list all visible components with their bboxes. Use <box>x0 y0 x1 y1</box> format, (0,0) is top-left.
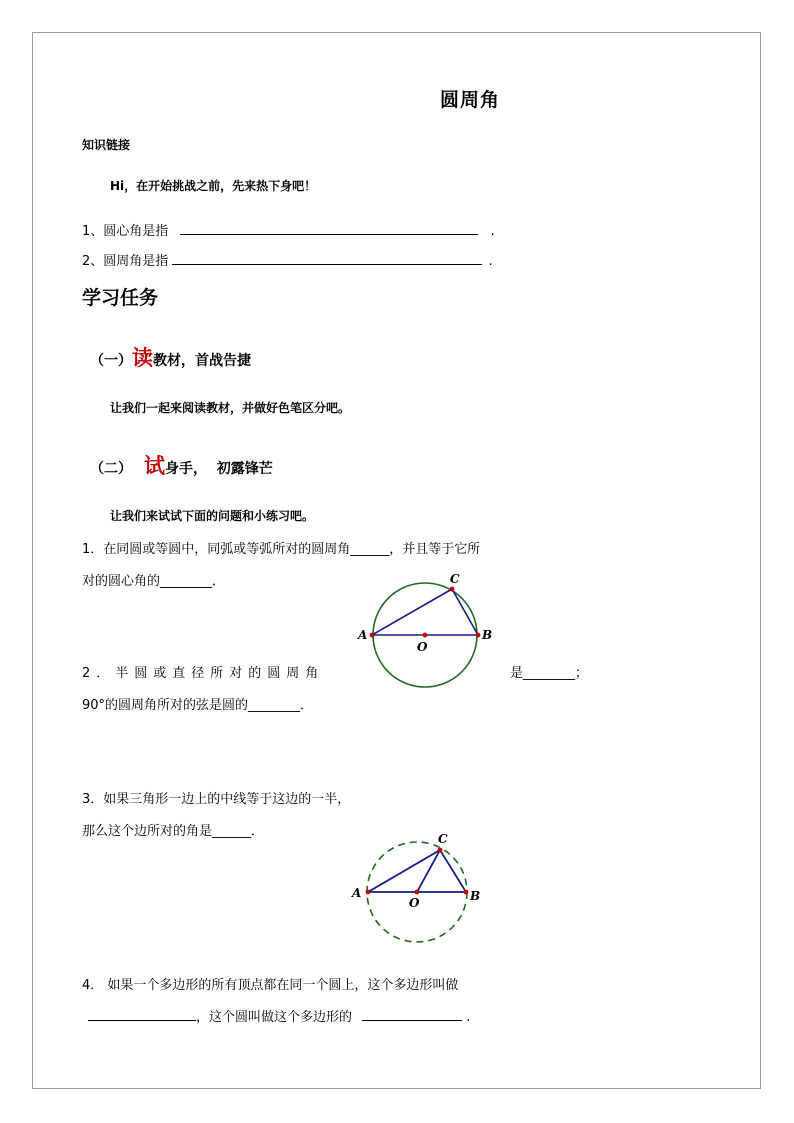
section-try-prefix: （二） <box>90 461 132 477</box>
figure-1-chord-cb <box>452 589 478 635</box>
figure-1-point-a <box>370 633 375 638</box>
page-title: 圆周角 <box>440 89 501 111</box>
exercise-4-line-2 <box>82 1006 470 1025</box>
section-read-heading <box>90 342 251 372</box>
section-read-prefix: （一） <box>90 353 132 369</box>
figure-1-point-b <box>476 633 481 638</box>
question-1 <box>82 220 495 239</box>
section-try-heading <box>90 450 273 480</box>
exercise-2-line-2: 90°的圆周角所对的弦是圆的________． <box>82 698 314 713</box>
figure-2-point-c <box>438 848 443 853</box>
exercise-4-blank-1[interactable] <box>88 1008 196 1021</box>
figure-1-point-o <box>423 633 428 638</box>
exercise-3-line-2: 那么这个边所对的角是______． <box>82 824 265 839</box>
exercise-1-line-1: 1．在同圆或等圆中，同弧或等弧所对的圆周角______，并且等于它所 <box>82 542 481 557</box>
section-try-big-char: 试 <box>144 454 165 478</box>
figure-2-point-b <box>464 890 469 895</box>
exercise-4-end: . <box>466 1010 471 1025</box>
section-read-rest: 教材，首战告捷 <box>153 353 251 369</box>
figure-1-label-b: B <box>482 628 493 642</box>
exercise-2-line-1-left: 2．半圆或直径所对的圆周角 <box>82 666 325 681</box>
figure-2-circle-diagram <box>350 830 500 950</box>
figure-2-label-o: O <box>409 896 420 910</box>
figure-1-chord-ac <box>372 589 452 635</box>
section-read-note: 让我们一起来阅读教材，并做好色笔区分吧。 <box>110 401 351 415</box>
knowledge-link-heading: 知识链接 <box>82 138 131 152</box>
question-1-text: 1、圆心角是指 <box>82 224 169 239</box>
question-1-blank[interactable] <box>180 222 478 235</box>
figure-1-label-a: A <box>358 628 368 642</box>
figure-2-label-a: A <box>352 886 362 900</box>
figure-1-label-o: O <box>417 640 428 654</box>
question-1-end: . <box>490 224 495 239</box>
exercise-1-line-2: 对的圆心角的________． <box>82 574 226 589</box>
question-2 <box>82 250 493 269</box>
question-2-blank[interactable] <box>172 252 482 265</box>
learning-tasks-heading: 学习任务 <box>82 287 159 309</box>
figure-1-circle-diagram <box>350 568 510 698</box>
figure-1-point-c <box>450 587 455 592</box>
figure-2-point-o <box>415 890 420 895</box>
figure-1-label-c: C <box>450 572 460 586</box>
figure-2-point-a <box>366 890 371 895</box>
section-try-note: 让我们来试试下面的问题和小练习吧。 <box>110 509 315 523</box>
exercise-3-line-1: 3．如果三角形一边上的中线等于这边的一半， <box>82 792 351 807</box>
section-try-rest: 身手， 初露锋芒 <box>165 461 273 477</box>
question-2-text: 2、圆周角是指 <box>82 254 169 269</box>
exercise-4-blank-2[interactable] <box>362 1008 462 1021</box>
exercise-4-mid: ，这个圆叫做这个多边形的 <box>196 1010 353 1025</box>
question-2-end: . <box>488 254 493 269</box>
warmup-intro: Hi，在开始挑战之前，先来热下身吧！ <box>110 179 317 193</box>
figure-2-label-b: B <box>470 889 481 903</box>
section-read-big-char: 读 <box>132 346 153 370</box>
figure-2-label-c: C <box>438 832 448 846</box>
exercise-2-line-1-right: 是________； <box>510 666 589 681</box>
exercise-4-line-1: 4． 如果一个多边形的所有顶点都在同一个圆上，这个多边形叫做 <box>82 978 459 993</box>
